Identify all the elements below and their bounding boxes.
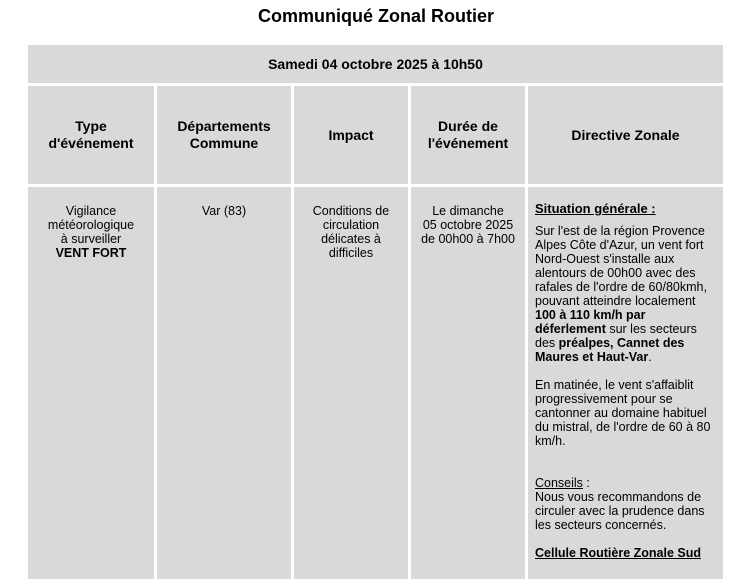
header-directive <box>528 86 723 184</box>
header-directive-label: Directive Zonale <box>571 126 680 143</box>
page-title: Communiqué Zonal Routier <box>258 6 494 26</box>
conseils-paragraph: Nous vous recommandons de circuler avec la prudence dans les secteurs concernés. <box>535 490 705 532</box>
date-banner: Samedi 04 octobre 2025 à 10h50 <box>28 45 723 83</box>
type-line: météorologique <box>47 218 135 232</box>
header-duree <box>411 86 525 184</box>
impact-line: difficiles <box>328 246 374 260</box>
situation-text: Sur l'est de la région Provence Alpes Côte d'Azur, un vent fort Nord-Ouest s'installe aux alentours de 00h00 avec des rafales de l'ordre de 60/80kmh, pouvant atteindre localement <box>535 224 707 308</box>
header-type-line1: Type <box>75 118 107 134</box>
signature: Cellule Routière Zonale Sud <box>535 546 701 560</box>
cell-duree <box>411 187 525 579</box>
cell-type <box>28 187 154 579</box>
header-duree-line1: Durée de <box>438 118 498 134</box>
impact-line: délicates à <box>321 232 381 246</box>
situation-text-2: sur les secteurs des <box>535 322 697 350</box>
type-line: à surveiller <box>60 232 122 246</box>
duree-line: 05 octobre 2025 <box>422 218 514 232</box>
header-departements <box>157 86 291 184</box>
duree-line: de 00h00 à 7h00 <box>421 232 515 246</box>
header-departements-line2: Commune <box>189 135 259 151</box>
header-type <box>28 86 154 184</box>
header-impact <box>294 86 408 184</box>
sectors-highlight: préalpes, Cannet des Maures et Haut-Var <box>535 336 685 364</box>
situation-text-3: . <box>648 350 652 364</box>
cell-directive <box>528 187 723 579</box>
type-highlight: VENT FORT <box>55 246 127 260</box>
departement-value: Var (83) <box>201 204 247 218</box>
conseils-title: Conseils <box>535 476 583 490</box>
header-type-line2: d'événement <box>48 135 134 151</box>
type-line: Vigilance <box>65 204 117 218</box>
conseils-colon: : <box>582 476 590 490</box>
header-departements-line1: Départements <box>177 118 271 134</box>
situation-paragraph <box>535 224 715 364</box>
situation-title: Situation générale : <box>535 201 656 216</box>
evolution-paragraph: En matinée, le vent s'affaiblit progressivement pour se cantonner au domaine habituel du mistral, de l'ordre de 60 à 80 km/h. <box>535 378 711 448</box>
header-duree-line2: l'événement <box>427 135 509 151</box>
conseils-heading <box>535 476 715 490</box>
duree-line: Le dimanche <box>432 204 504 218</box>
impact-line: Conditions de <box>312 204 390 218</box>
impact-line: circulation <box>322 218 380 232</box>
cell-impact <box>294 187 408 579</box>
header-impact-label: Impact <box>328 126 374 143</box>
cell-departements <box>157 187 291 579</box>
wind-speed-highlight: 100 à 110 km/h par déferlement <box>535 308 646 336</box>
